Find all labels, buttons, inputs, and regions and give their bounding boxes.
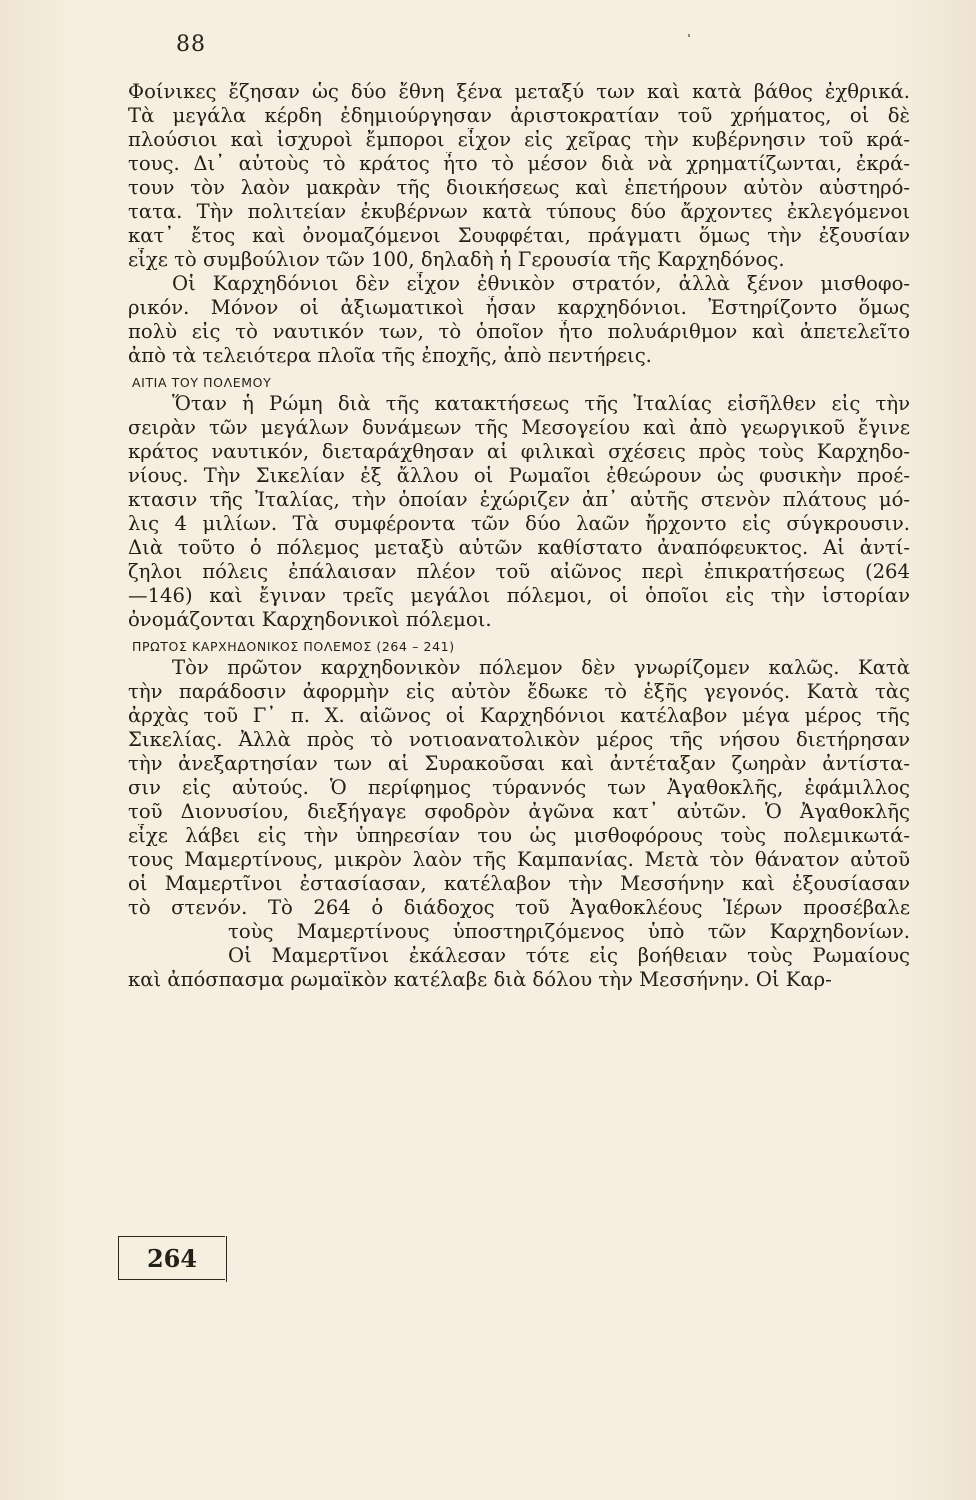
text-line: —146) καὶ ἔγιναν τρεῖς μεγάλοι πόλεμοι, οἱ ὁποῖοι εἰς τὴν ἱστορίαν [128, 584, 910, 607]
text-line: τὸ στενόν. Τὸ 264 ὁ διάδοχος τοῦ Ἀγαθοκλέους Ἱέρων προσέβαλε [128, 896, 910, 919]
text-line: τους. Δι᾽ αὐτοὺς τὸ κράτος ἦτο τὸ μέσον διὰ νὰ χρηματίζωνται, ἐκρά- [128, 152, 910, 175]
text-line: πλούσιοι καὶ ἰσχυροὶ ἔμποροι εἶχον εἰς χεῖρας τὴν κυβέρνησιν τοῦ κρά- [128, 128, 910, 151]
text-line: τοὺς Μαμερτίνους ὑποστηριζόμενος ὑπὸ τῶν Καρχηδονίων. [228, 920, 910, 943]
text-line: ζηλοι πόλεις ἐπάλαισαν πλέον τοῦ αἰῶνος περὶ ἐπικρατήσεως (264 [128, 560, 910, 583]
paragraph-causes [128, 392, 910, 632]
text-line: Τὰ μεγάλα κέρδη ἐδημιούργησαν ἀριστοκρατίαν τοῦ χρήματος, οἱ δὲ [128, 104, 910, 127]
text-block [128, 80, 910, 992]
text-line: Σικελίας. Ἀλλὰ πρὸς τὸ νοτιοανατολικὸν μέρος τῆς νήσου διετήρησαν [128, 728, 910, 751]
text-line: σειρὰν τῶν μεγάλων δυνάμεων τῆς Μεσογείου καὶ ἀπὸ γεωργικοῦ ἔγινε [128, 416, 910, 439]
text-line: σιν εἰς αὐτούς. Ὁ περίφημος τύραννός των Ἀγαθοκλῆς, ἐφάμιλλος [128, 776, 910, 799]
text-line: Οἱ Καρχηδόνιοι δὲν εἶχον ἐθνικὸν στρατόν, ἀλλὰ ξένον μισθοφο- [172, 272, 910, 295]
ink-speck [688, 34, 690, 37]
text-line: οἱ Μαμερτῖνοι ἐστασίασαν, κατέλαβον τὴν Μεσσήνην καὶ ἐξουσίασαν [128, 872, 910, 895]
section-heading-causes: ΑΙΤΙΑ ΤΟΥ ΠΟΛΕΜΟΥ [132, 375, 272, 390]
text-line: τους Μαμερτίνους, μικρὸν λαὸν τῆς Καμπανίας. Μετὰ τὸν θάνατον αὐτοῦ [128, 848, 910, 871]
text-line: τὴν ἀνεξαρτησίαν των αἱ Συρακοῦσαι καὶ ἀντέταξαν ζωηρὰν ἀντίστα- [128, 752, 910, 775]
text-line: Οἱ Μαμερτῖνοι ἐκάλεσαν τότε εἰς βοήθειαν τοὺς Ρωμαίους [228, 944, 910, 967]
section-heading-first-punic-war: ΠΡΩΤΟΣ ΚΑΡΧΗΔΟΝΙΚΟΣ ΠΟΛΕΜΟΣ (264 – 241) [132, 639, 455, 654]
text-line: Ὅταν ἡ Ρώμη διὰ τῆς κατακτήσεως τῆς Ἰταλίας εἰσῆλθεν εἰς τὴν [172, 392, 910, 415]
text-line: πολὺ εἰς τὸ ναυτικόν των, τὸ ὁποῖον ἦτο πολυάριθμον καὶ ἀπετελεῖτο [128, 320, 910, 343]
paragraph-organization [128, 80, 910, 272]
text-line: κράτος ναυτικόν, διεταράχθησαν αἱ φιλικαὶ σχέσεις πρὸς τοὺς Καρχηδο- [128, 440, 910, 463]
text-line: τατα. Τὴν πολιτείαν ἐκυβέρνων κατὰ τύπους δύο ἄρχοντες ἐκλεγόμενοι [128, 200, 910, 223]
page-number: 88 [176, 32, 206, 57]
text-line: τουν τὸν λαὸν μακρὰν τῆς διοικήσεως καὶ ἐπετήρουν αὐτὸν αὐστηρό- [128, 176, 910, 199]
text-line: ἀπὸ τὰ τελειότερα πλοῖα τῆς ἐποχῆς, ἀπὸ πεντήρεις. [128, 344, 652, 367]
margin-rule [226, 1236, 227, 1282]
text-line: Τὸν πρῶτον καρχηδονικὸν πόλεμον δὲν γνωρίζομεν καλῶς. Κατὰ [172, 656, 910, 679]
text-line: εἶχε λάβει εἰς τὴν ὑπηρεσίαν του ὡς μισθοφόρους τοὺς πολεμικωτά- [128, 824, 910, 847]
text-line: νίους. Τὴν Σικελίαν ἐξ ἄλλου οἱ Ρωμαῖοι ἐθεώρουν ὡς φυσικὴν προέ- [128, 464, 910, 487]
paragraph-first-war [128, 656, 910, 992]
text-line: τὴν παράδοσιν ἀφορμὴν εἰς αὐτὸν ἔδωκε τὸ ἑξῆς γεγονός. Κατὰ τὰς [128, 680, 910, 703]
text-line: κτασιν τῆς Ἰταλίας, τὴν ὁποίαν ἐχώριζεν ἀπ᾽ αὐτῆς στενὸν πλάτους μό- [128, 488, 910, 511]
paragraph-army [128, 272, 910, 368]
margin-date-box: 264 [118, 1236, 225, 1280]
text-line: εἶχε τὸ συμβούλιον τῶν 100, δηλαδὴ ἡ Γερουσία τῆς Καρχηδόνος. [128, 248, 785, 271]
text-line: ὀνομάζονται Καρχηδονικοὶ πόλεμοι. [128, 608, 492, 631]
text-line: ἀρχὰς τοῦ Γ᾽ π. Χ. αἰῶνος οἱ Καρχηδόνιοι κατέλαβον μέγα μέρος τῆς [128, 704, 910, 727]
text-line: Διὰ τοῦτο ὁ πόλεμος μεταξὺ αὐτῶν καθίστατο ἀναπόφευκτος. Αἱ ἀντί- [128, 536, 910, 559]
text-line: καὶ ἀπόσπασμα ρωμαϊκὸν κατέλαβε διὰ δόλου τὴν Μεσσήνην. Οἱ Καρ- [128, 968, 832, 991]
text-line: λις 4 μιλίων. Τὰ συμφέροντα τῶν δύο λαῶν ἤρχοντο εἰς σύγκρουσιν. [128, 512, 910, 535]
text-line: κατ᾽ ἔτος καὶ ὀνομαζόμενοι Σουφφέται, πράγματι ὅμως τὴν ἐξουσίαν [128, 224, 910, 247]
text-line: Φοίνικες ἔζησαν ὡς δύο ἔθνη ξένα μεταξύ των καὶ κατὰ βάθος ἐχθρικά. [128, 80, 910, 103]
text-line: ρικόν. Μόνον οἱ ἀξιωματικοὶ ἦσαν καρχηδόνιοι. Ἐστηρίζοντο ὅμως [128, 296, 910, 319]
text-line: τοῦ Διονυσίου, διεξήγαγε σφοδρὸν ἀγῶνα κατ᾽ αὐτῶν. Ὁ Ἀγαθοκλῆς [128, 800, 910, 823]
